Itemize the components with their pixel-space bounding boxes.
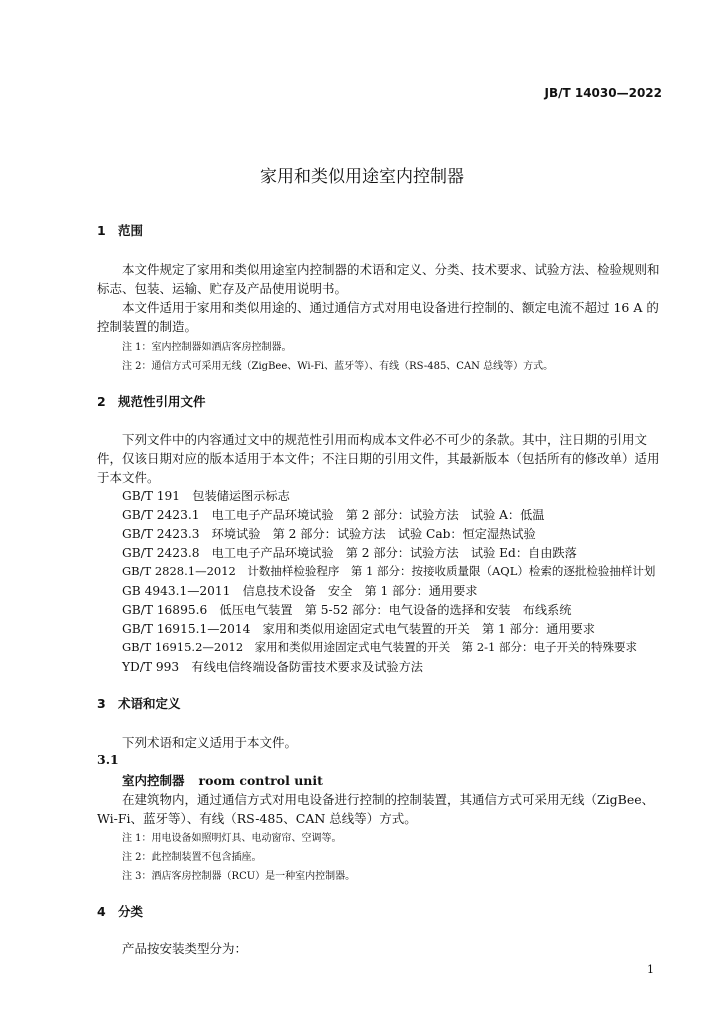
definition-line: 在建筑物内，通过通信方式对用电设备进行控制的控制装置，其通信方式可采用无线（ZigBee、 — [122, 792, 655, 807]
section-title: 范围 — [118, 223, 144, 238]
reference-item: GB/T 16915.1—2014 家用和类似用途固定式电气装置的开关 第 1 部分：通用要求 — [122, 622, 595, 636]
reference-item: GB/T 16915.2—2012 家用和类似用途固定式电气装置的开关 第 2-1 部分：电子开关的特殊要求 — [122, 640, 637, 654]
section-4-heading — [97, 902, 143, 920]
paragraph-line: 下列术语和定义适用于本文件。 — [122, 735, 298, 750]
section-title: 规范性引用文件 — [118, 394, 206, 409]
paragraph-line: 下列文件中的内容通过文中的规范性引用而构成本文件必不可少的条款。其中，注日期的引用文 — [122, 432, 648, 447]
reference-item: GB/T 16895.6 低压电气装置 第 5-52 部分：电气设备的选择和安装 布线系统 — [122, 603, 572, 617]
term-english: room control unit — [198, 773, 323, 788]
section-number: 4 — [97, 904, 106, 919]
note: 注 2：此控制装置不包含插座。 — [122, 852, 262, 863]
section-title: 术语和定义 — [118, 696, 181, 711]
reference-item: GB/T 2423.1 电工电子产品环境试验 第 2 部分：试验方法 试验 A：低温 — [122, 508, 545, 522]
section-number: 1 — [97, 223, 106, 238]
reference-item: GB/T 191 包装储运图示标志 — [122, 489, 290, 503]
section-3-heading — [97, 694, 181, 712]
term-chinese: 室内控制器 — [122, 773, 185, 788]
paragraph-line: 本文件规定了家用和类似用途室内控制器的术语和定义、分类、技术要求、试验方法、检验规则和 — [122, 262, 660, 277]
reference-item: GB/T 2423.3 环境试验 第 2 部分：试验方法 试验 Cab：恒定湿热试验 — [122, 527, 536, 541]
paragraph-line: 控制装置的制造。 — [97, 319, 198, 334]
note: 注 3：酒店客房控制器（RCU）是一种室内控制器。 — [122, 871, 356, 882]
section-2-heading — [97, 392, 206, 410]
section-number: 2 — [97, 394, 106, 409]
page-number: 1 — [647, 963, 654, 976]
note: 注 2：通信方式可采用无线（ZigBee、Wi-Fi、蓝牙等）、有线（RS-485、CAN 总线等）方式。 — [122, 361, 554, 372]
term-number: 3.1 — [97, 752, 119, 767]
section-1-heading — [97, 221, 143, 239]
note: 注 1：用电设备如照明灯具、电动窗帘、空调等。 — [122, 833, 342, 844]
reference-item: YD/T 993 有线电信终端设备防雷技术要求及试验方法 — [122, 660, 423, 674]
paragraph-line: 件，仅该日期对应的版本适用于本文件；不注日期的引用文件，其最新版本（包括所有的修改单）适用 — [97, 451, 660, 466]
paragraph-line: 于本文件。 — [97, 470, 160, 485]
reference-item: GB/T 2423.8 电工电子产品环境试验 第 2 部分：试验方法 试验 Ed：自由跌落 — [122, 546, 577, 560]
paragraph-line: 标志、包装、运输、贮存及产品使用说明书。 — [97, 281, 348, 296]
standard-code: JB/T 14030—2022 — [544, 86, 662, 100]
document-title: 家用和类似用途室内控制器 — [260, 167, 464, 187]
reference-item: GB/T 2828.1—2012 计数抽样检验程序 第 1 部分：按接收质量限（AQL）检索的逐批检验抽样计划 — [122, 564, 656, 578]
definition-line: Wi-Fi、蓝牙等）、有线（RS-485、CAN 总线等）方式。 — [97, 811, 417, 826]
section-title: 分类 — [118, 904, 144, 919]
note: 注 1：室内控制器如酒店客房控制器。 — [122, 342, 292, 353]
section-number: 3 — [97, 696, 106, 711]
reference-item: GB 4943.1—2011 信息技术设备 安全 第 1 部分：通用要求 — [122, 584, 478, 598]
paragraph-line: 本文件适用于家用和类似用途的、通过通信方式对用电设备进行控制的、额定电流不超过 16 A 的 — [122, 300, 659, 315]
paragraph-line: 产品按安装类型分为： — [122, 941, 248, 956]
term-heading — [122, 771, 323, 789]
